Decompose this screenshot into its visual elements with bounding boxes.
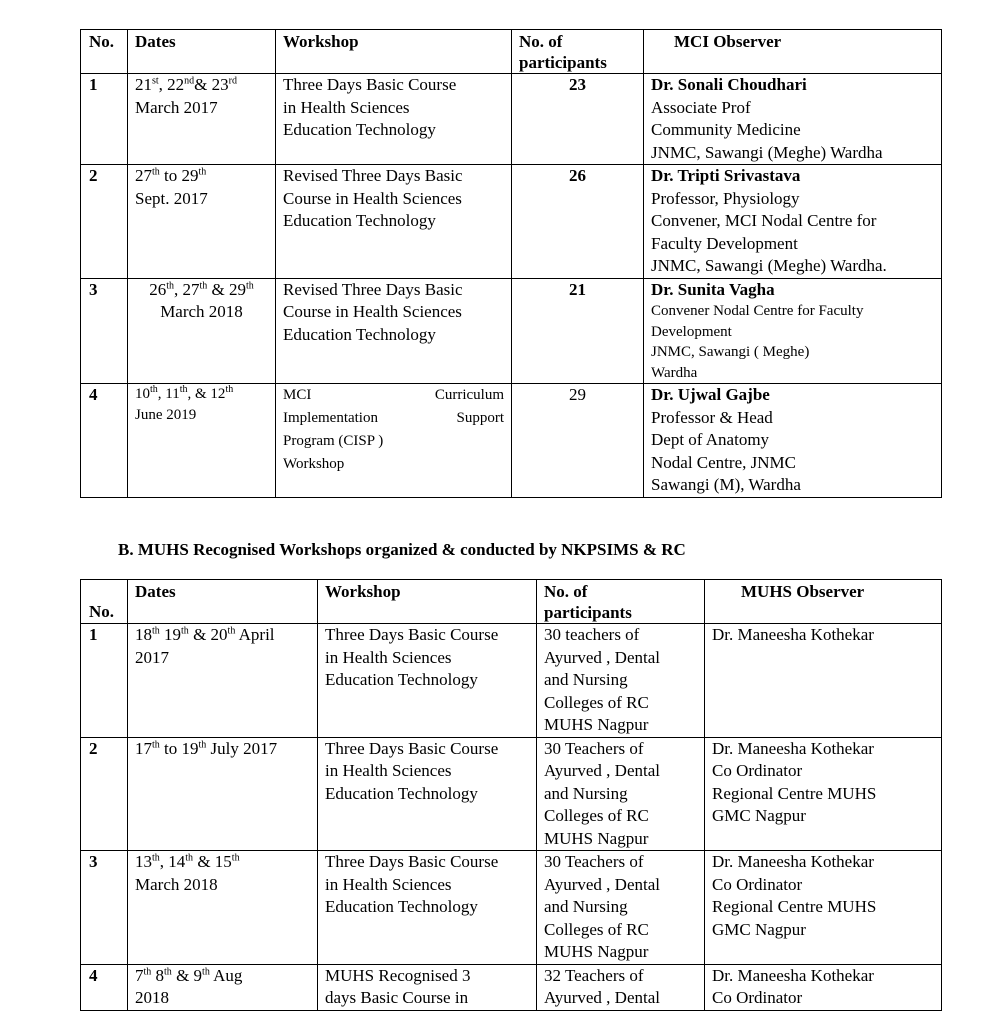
table-header-row (81, 580, 942, 624)
workshop-line: Education Technology (325, 783, 478, 803)
date-line: 2017 (135, 647, 169, 667)
observer-line: Convener Nodal Centre for Faculty (651, 303, 864, 319)
participants-line: 30 teachers of (544, 625, 640, 644)
ordinal-suffix: st (152, 75, 159, 87)
col-observer-header: MCI Observer (644, 30, 942, 74)
header-text: participants (519, 53, 607, 72)
ordinal-suffix: th (202, 965, 210, 977)
dates-cell (128, 278, 276, 384)
date-line: 17th to 19th July 2017 (135, 738, 278, 758)
participants-line: Colleges of RC (544, 806, 649, 825)
ordinal-suffix: th (152, 166, 160, 178)
table-row (81, 278, 942, 384)
workshop-line: Education Technology (283, 211, 436, 230)
workshop-cell (318, 851, 537, 965)
date-line: June 2019 (135, 406, 197, 423)
ordinal-suffix: th (152, 852, 160, 864)
dates-cell (128, 964, 318, 1010)
observer-line: Convener, MCI Nodal Centre for (651, 211, 877, 230)
observer-name: Dr. Sunita Vagha (651, 279, 775, 299)
date-line: 21st, 22nd& 23rd (135, 75, 237, 94)
observer-cell (705, 964, 942, 1010)
observer-line: Development (651, 323, 732, 340)
header-text: participants (544, 603, 632, 622)
observer-name: Dr. Ujwal Gajbe (651, 385, 770, 404)
workshop-line: Education Technology (325, 670, 478, 689)
word: Curriculum (434, 387, 504, 403)
table-row (81, 384, 942, 498)
dates-cell (128, 165, 276, 279)
table-row (81, 624, 942, 738)
table-row (81, 964, 942, 1010)
dates-cell (128, 384, 276, 498)
row-number: 1 (81, 624, 128, 738)
observer-line: Co Ordinator (712, 761, 803, 780)
col-observer-header: MUHS Observer (705, 580, 942, 624)
col-workshop-header: Workshop (276, 30, 512, 74)
workshop-line: Three Days Basic Course (325, 738, 499, 758)
ordinal-suffix: th (152, 625, 160, 637)
observer-line: Associate Prof (651, 97, 751, 117)
observer-cell (705, 737, 942, 851)
workshop-cell (276, 165, 512, 279)
ordinal-suffix: th (231, 852, 240, 864)
workshop-line: Revised Three Days Basic (283, 279, 463, 299)
date-line: March 2018 (160, 302, 243, 321)
observer-line: Co Ordinator (712, 988, 803, 1007)
workshop-line: Three Days Basic Course (325, 625, 499, 644)
workshop-line: Program (CISP ) (283, 433, 384, 449)
workshop-line: Revised Three Days Basic (283, 166, 463, 185)
col-no-header (81, 580, 128, 624)
observer-line: GMC Nagpur (712, 806, 806, 825)
workshop-cell (276, 384, 512, 498)
workshop-line: in Health Sciences (325, 761, 452, 780)
participants-line: Ayurved , Dental (544, 647, 660, 667)
participants-line: Ayurved , Dental (544, 874, 660, 894)
row-number: 4 (81, 384, 128, 498)
workshop-cell (276, 74, 512, 165)
observer-line: Co Ordinator (712, 874, 803, 894)
date-line: 18th 19th & 20th April (135, 625, 275, 644)
observer-cell (644, 165, 942, 279)
participants-line: Ayurved , Dental (544, 988, 660, 1007)
row-number: 2 (81, 165, 128, 279)
ordinal-suffix: th (198, 166, 207, 178)
col-dates-header: Dates (128, 30, 276, 74)
observer-cell (644, 74, 942, 165)
date-line: 7th 8th & 9th Aug (135, 965, 243, 985)
ordinal-suffix: th (143, 965, 152, 977)
ordinal-suffix: rd (228, 75, 237, 87)
participants-cell: 21 (512, 278, 644, 384)
workshop-line: Education Technology (283, 120, 436, 139)
observer-line: JNMC, Sawangi ( Meghe) (651, 344, 810, 360)
observer-name: Dr. Sonali Choudhari (651, 75, 807, 94)
col-participants-header (537, 580, 705, 624)
workshop-line: in Health Sciences (283, 97, 410, 117)
workshop-line (283, 407, 504, 430)
table-row (81, 74, 942, 165)
observer-line: Dr. Maneesha Kothekar (712, 738, 874, 758)
participants-cell: 29 (512, 384, 644, 498)
date-line: 26th, 27th & 29th (149, 279, 254, 299)
row-number: 1 (81, 74, 128, 165)
workshop-cell (318, 737, 537, 851)
header-text: No. of (544, 582, 588, 601)
observer-line: Regional Centre MUHS (712, 897, 877, 916)
workshop-line: MUHS Recognised 3 (325, 965, 471, 985)
date-line: March 2017 (135, 97, 218, 117)
participants-cell (537, 851, 705, 965)
col-no-header: No. (81, 30, 128, 74)
observer-line: Professor & Head (651, 407, 773, 427)
row-number: 2 (81, 737, 128, 851)
observer-line: Faculty Development (651, 233, 798, 253)
date-line: March 2018 (135, 874, 218, 894)
workshop-line: in Health Sciences (325, 647, 452, 667)
observer-cell (644, 384, 942, 498)
table-row (81, 165, 942, 279)
observer-cell (705, 851, 942, 965)
workshop-line: Workshop (283, 456, 345, 472)
participants-line: MUHS Nagpur (544, 942, 649, 961)
row-number: 3 (81, 851, 128, 965)
workshop-cell (318, 964, 537, 1010)
ordinal-suffix: th (181, 625, 189, 637)
word: MCI (283, 387, 312, 403)
participants-line: MUHS Nagpur (544, 828, 649, 848)
workshop-line: Education Technology (325, 897, 478, 916)
dates-cell (128, 737, 318, 851)
observer-line: Wardha (651, 364, 698, 381)
participants-cell (537, 737, 705, 851)
word: Support (456, 410, 504, 426)
participants-line: Ayurved , Dental (544, 761, 660, 780)
table-header-row (81, 30, 942, 74)
participants-line: and Nursing (544, 670, 628, 689)
col-workshop-header: Workshop (318, 580, 537, 624)
dates-cell (128, 74, 276, 165)
ordinal-suffix: th (227, 625, 236, 637)
dates-cell (128, 624, 318, 738)
workshop-line (283, 384, 504, 407)
observer-line: JNMC, Sawangi (Meghe) Wardha. (651, 256, 887, 275)
header-text: No. of (519, 32, 563, 51)
observer-name: Dr. Tripti Srivastava (651, 166, 801, 185)
observer-line: Community Medicine (651, 120, 801, 139)
date-line: Sept. 2017 (135, 188, 208, 208)
workshop-line: days Basic Course in (325, 988, 469, 1007)
workshop-line: Three Days Basic Course (325, 852, 499, 871)
table-row (81, 737, 942, 851)
workshop-line: Course in Health Sciences (283, 302, 462, 321)
table-row (81, 851, 942, 965)
date-line: 10th, 11th, & 12th (135, 384, 234, 402)
ordinal-suffix: th (199, 279, 208, 291)
workshop-cell (276, 278, 512, 384)
workshop-line: Three Days Basic Course (283, 75, 457, 94)
observer-line: GMC Nagpur (712, 919, 806, 939)
ordinal-suffix: nd (184, 75, 195, 87)
date-line: 27th to 29th (135, 166, 207, 185)
workshop-line: Education Technology (283, 324, 436, 344)
date-line: 13th, 14th & 15th (135, 852, 240, 871)
participants-line: 30 Teachers of (544, 738, 644, 758)
row-number: 4 (81, 964, 128, 1010)
participants-cell: 23 (512, 74, 644, 165)
participants-line: and Nursing (544, 897, 628, 916)
observer-line: Regional Centre MUHS (712, 783, 877, 803)
participants-line: and Nursing (544, 783, 628, 803)
observer-cell (644, 278, 942, 384)
workshop-line: in Health Sciences (325, 874, 452, 894)
dates-cell (128, 851, 318, 965)
ordinal-suffix: th (185, 852, 194, 864)
participants-line: 32 Teachers of (544, 965, 644, 985)
ordinal-suffix: th (152, 738, 160, 750)
observer-line: Dr. Maneesha Kothekar (712, 965, 874, 985)
participants-line: Colleges of RC (544, 919, 649, 939)
participants-cell: 26 (512, 165, 644, 279)
col-participants-header (512, 30, 644, 74)
ordinal-suffix: th (179, 384, 188, 395)
observer-line: Dr. Maneesha Kothekar (712, 625, 874, 644)
workshop-cell (318, 624, 537, 738)
col-dates-header: Dates (128, 580, 318, 624)
word: Implementation (283, 410, 378, 426)
participants-line: MUHS Nagpur (544, 715, 649, 734)
ordinal-suffix: th (150, 384, 158, 395)
ordinal-suffix: th (198, 738, 207, 750)
header-text: No. (89, 601, 115, 621)
ordinal-suffix: th (246, 279, 254, 291)
section-b-heading: B. MUHS Recognised Workshops organized & conducted by NKPSIMS & RC (118, 540, 686, 559)
observer-line: Dept of Anatomy (651, 430, 770, 449)
observer-line: Nodal Centre, JNMC (651, 452, 796, 472)
observer-line: Sawangi (M), Wardha (651, 475, 801, 494)
ordinal-suffix: th (164, 965, 172, 977)
participants-cell (537, 624, 705, 738)
observer-line: JNMC, Sawangi (Meghe) Wardha (651, 142, 883, 162)
workshop-line: Course in Health Sciences (283, 188, 462, 208)
row-number: 3 (81, 278, 128, 384)
ordinal-suffix: th (166, 279, 174, 291)
mci-workshops-table (80, 29, 942, 498)
participants-line: Colleges of RC (544, 692, 649, 712)
participants-cell (537, 964, 705, 1010)
observer-cell (705, 624, 942, 738)
date-line: 2018 (135, 988, 169, 1007)
observer-line: Professor, Physiology (651, 188, 800, 208)
observer-line: Dr. Maneesha Kothekar (712, 852, 874, 871)
participants-line: 30 Teachers of (544, 852, 644, 871)
muhs-workshops-table (80, 579, 942, 1011)
ordinal-suffix: th (225, 384, 234, 395)
